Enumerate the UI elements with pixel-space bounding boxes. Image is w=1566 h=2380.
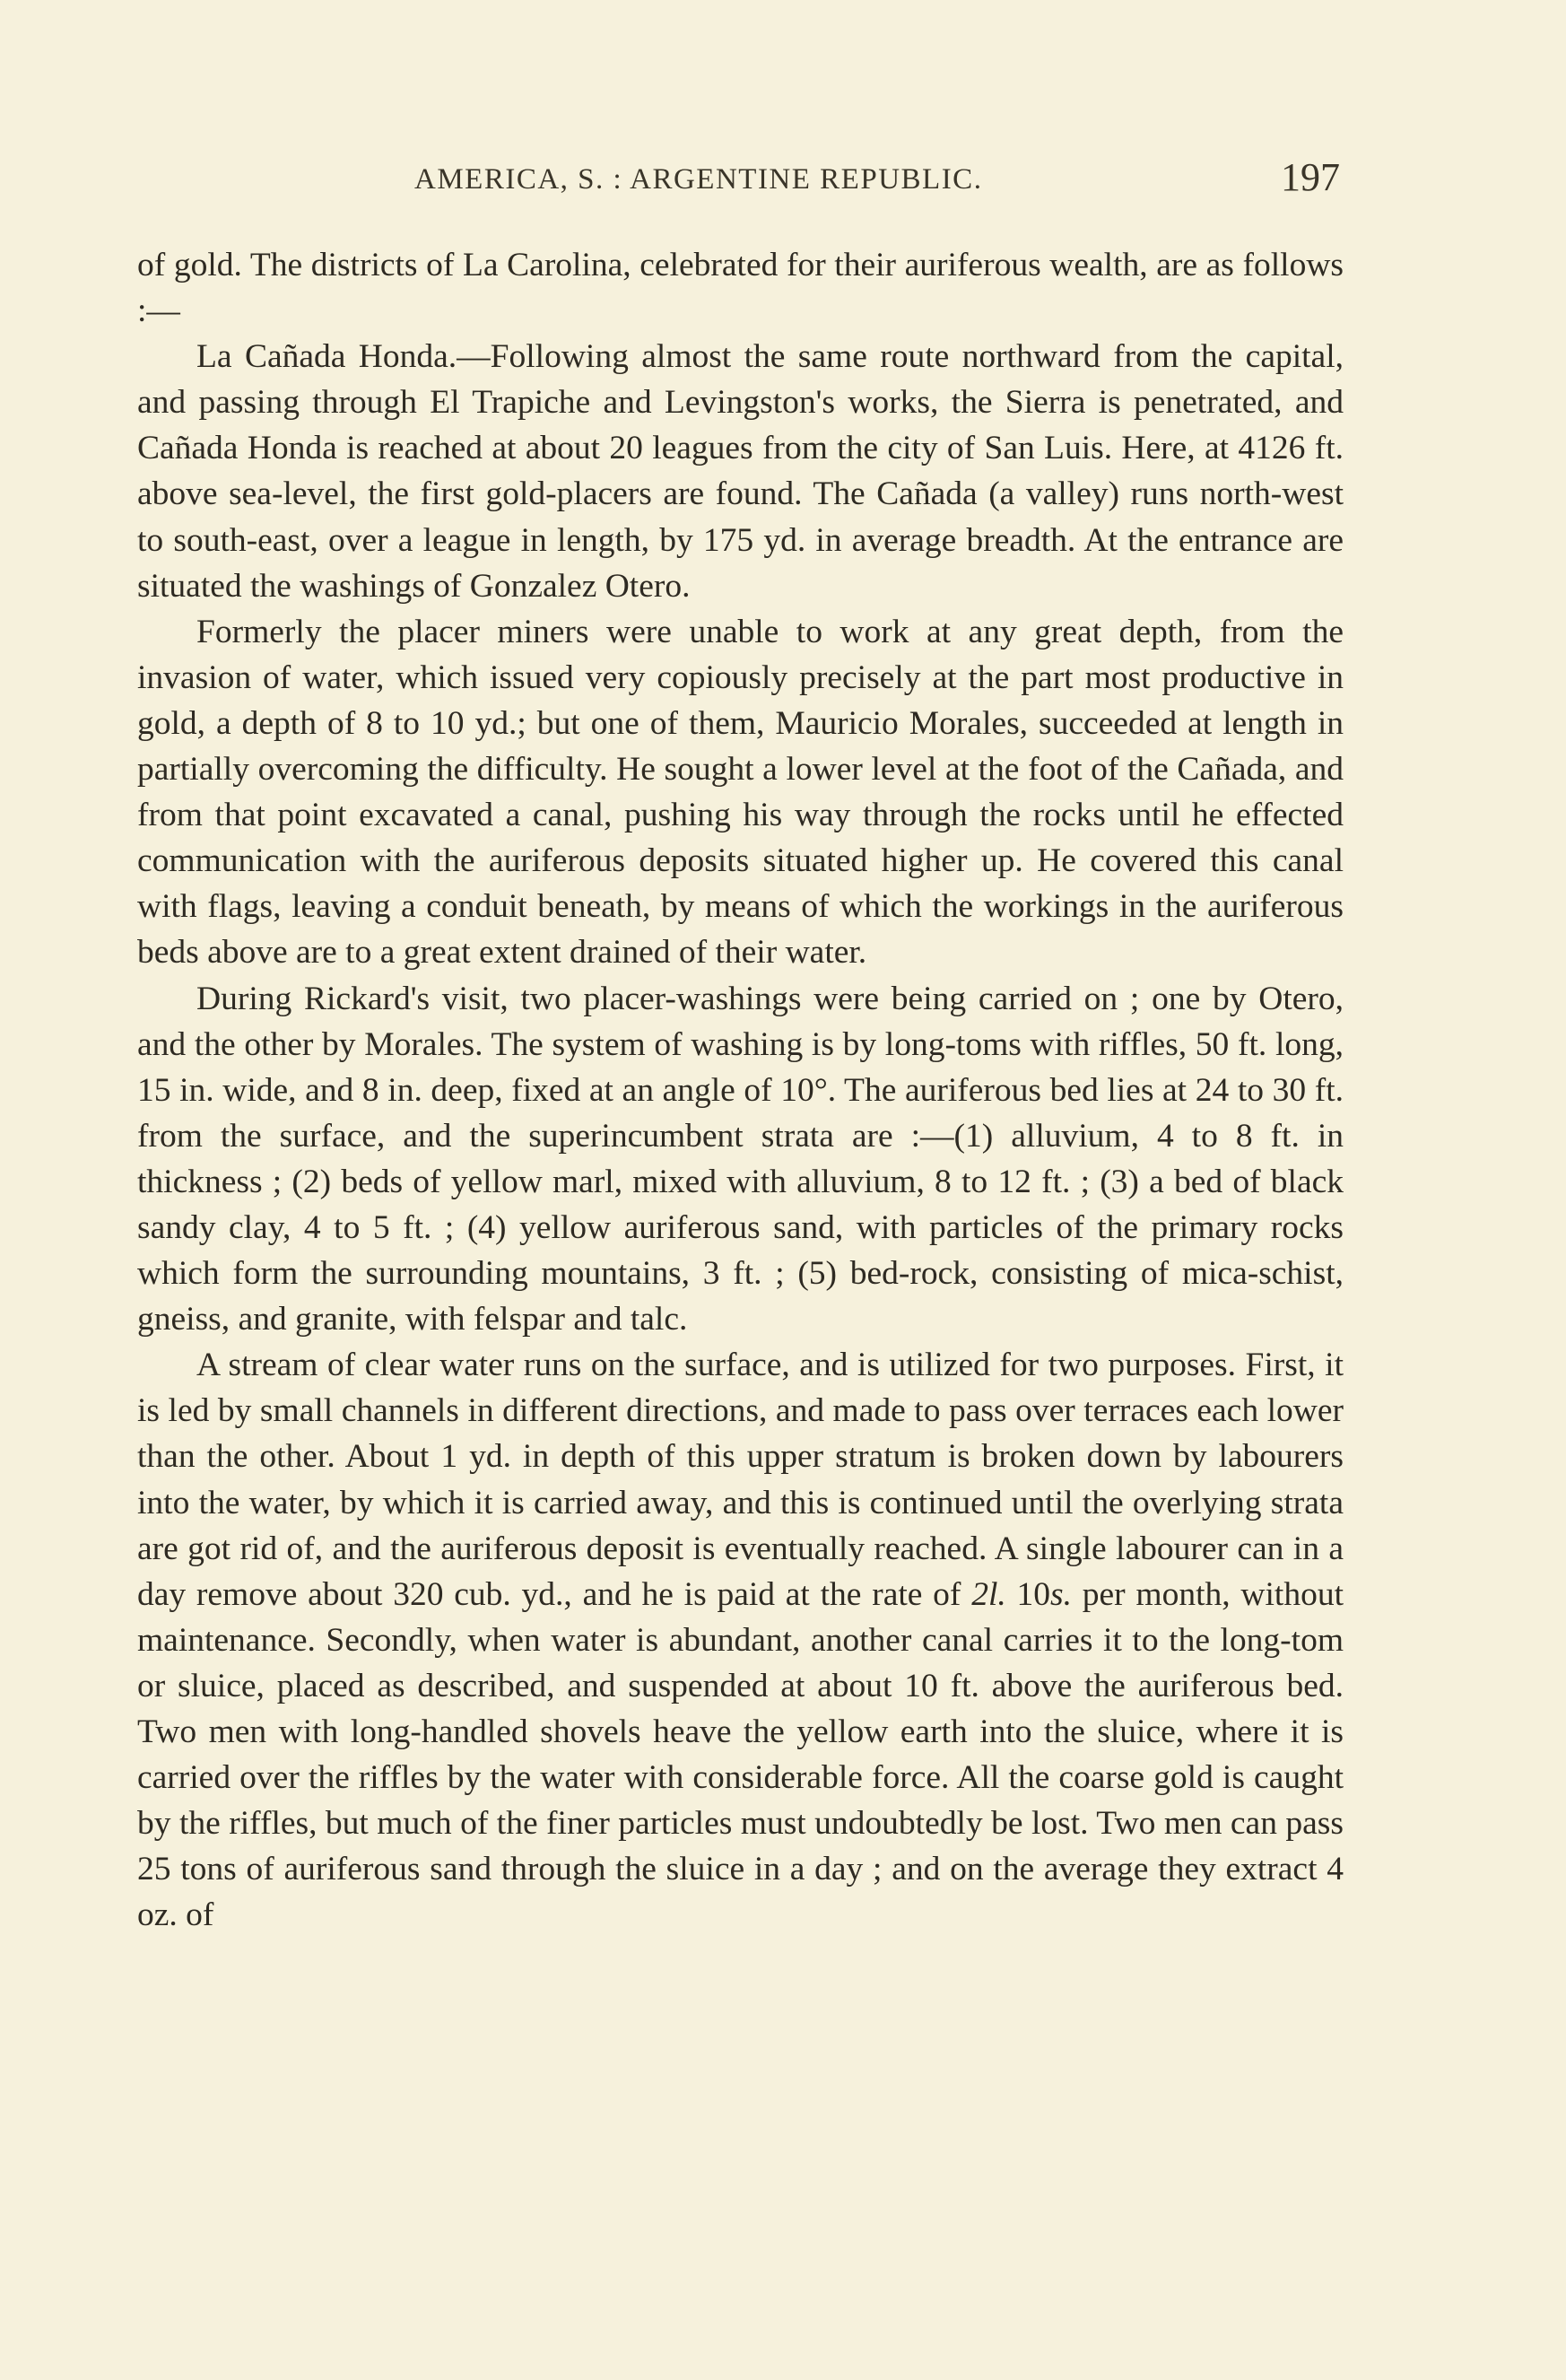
currency-shillings-value: 10: [1005, 1575, 1051, 1613]
currency-shillings-suffix: s.: [1050, 1575, 1072, 1613]
running-head-title: AMERICA, S. : ARGENTINE REPUBLIC.: [414, 163, 983, 196]
paragraph-placer-miners: Formerly the placer miners were unable to work at any great depth, from the invasion of water, which issued very copiously precisely at the part most productive in gold, a depth of 8 to 10 yd.; but one of them, Mauricio Morales, succeeded at length in partially overcoming the difficulty. He sought a lower level at the foot of the Cañada, and from that point excavated a canal, pushing his way through the rocks until he effected communication with the auriferous deposits situated higher up. He covered this canal with flags, leaving a conduit beneath, by means of which the workings in the auriferous beds above are to a great extent drained of their water.: [137, 613, 1344, 972]
page-number: 197: [1281, 155, 1340, 199]
body-text: [137, 242, 1344, 1938]
text-segment: A stream of clear water runs on the surface, and is utilized for two purposes. First, it is led by small channels in different directions, and made to pass over terraces each lower than the other. About 1 yd. in depth of this upper stratum is broken down by labourers into the water, by which it is carried away, and this is continued until the overlying strata are got rid of, and the auriferous deposit is eventually reached. A single labourer can in a day remove about 320 cub. yd., and he is paid at the rate of: [137, 1347, 1344, 1613]
paragraph-la-canada-honda: La Cañada Honda.—Following almost the same route northward from the capital, and passing through El Trapiche and Levingston's works, the Sierra is penetrated, and Cañada Honda is reached at about 20 leagues from the city of San Luis. Here, at 4126 ft. above sea-level, the first gold-placers are found. The Cañada (a valley) runs north-west to south-east, over a league in length, by 175 yd. in average breadth. At the entrance are situated the washings of Gonzalez Otero.: [137, 338, 1344, 605]
paragraph-stream-of-water: [137, 1342, 1344, 1938]
paragraph-continuation: of gold. The districts of La Carolina, celebrated for their auriferous wealth, are as follows :—: [137, 247, 1344, 330]
currency-pounds: 2l.: [971, 1575, 1006, 1613]
paragraph-rickards-visit: During Rickard's visit, two placer-washings were being carried on ; one by Otero, and the other by Morales. The system of washing is by long-toms with riffles, 50 ft. long, 15 in. wide, and 8 in. deep, fixed at an angle of 10°. The auriferous bed lies at 24 to 30 ft. from the surface, and the superincumbent strata are :—(1) alluvium, 4 to 8 ft. in thickness ; (2) beds of yellow marl, mixed with alluvium, 8 to 12 ft. ; (3) a bed of black sandy clay, 4 to 5 ft. ; (4) yellow auriferous sand, with particles of the primary rocks which form the surrounding mountains, 3 ft. ; (5) bed-rock, consisting of mica-schist, gneiss, and granite, with felspar and talc.: [137, 980, 1344, 1338]
text-segment: per month, without maintenance. Secondly, when water is abundant, another canal carries it to the long-tom or sluice, placed as described, and suspended at about 10 ft. above the auriferous bed. Two men with long-handled shovels heave the yellow earth into the sluice, where it is carried over the riffles by the water with considerable force. All the coarse gold is caught by the riffles, but much of the finer particles must undoubtedly be lost. Two men can pass 25 tons of auriferous sand through the sluice in a day ; and on the average they extract 4 oz. of: [137, 1575, 1344, 1934]
